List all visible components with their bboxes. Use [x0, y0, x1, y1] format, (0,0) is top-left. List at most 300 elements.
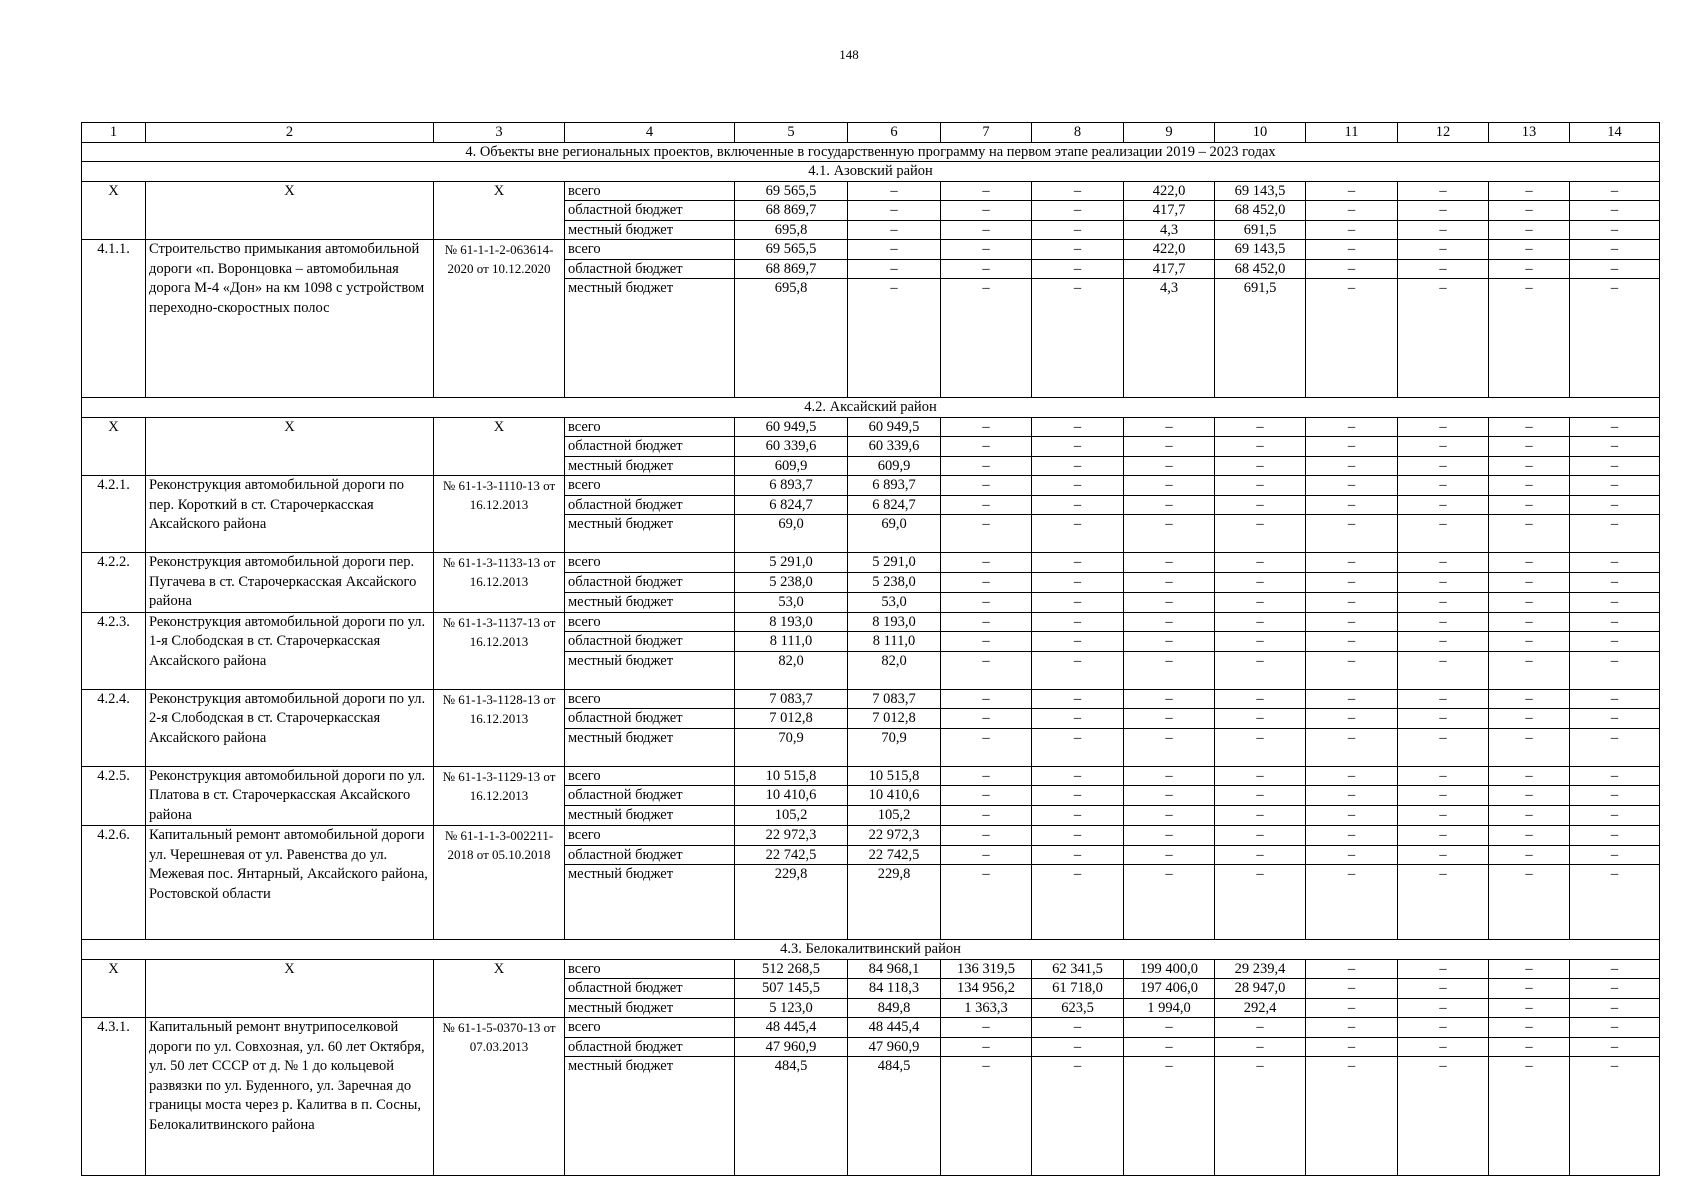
- value-cell: –: [1215, 612, 1306, 632]
- value-cell: –: [941, 786, 1032, 806]
- value-cell: –: [941, 845, 1032, 865]
- value-cell: –: [941, 181, 1032, 201]
- column-number-row: [82, 123, 1660, 143]
- value-cell: –: [1398, 865, 1489, 940]
- value-cell: –: [941, 651, 1032, 689]
- value-cell: –: [1570, 1057, 1660, 1176]
- value-cell: 84 968,1: [848, 959, 941, 979]
- value-cell: –: [1124, 632, 1215, 652]
- value-cell: –: [1570, 689, 1660, 709]
- value-cell: 484,5: [735, 1057, 848, 1176]
- value-cell: –: [1215, 495, 1306, 515]
- value-cell: 28 947,0: [1215, 979, 1306, 999]
- value-cell: –: [941, 201, 1032, 221]
- value-cell: 695,8: [735, 220, 848, 240]
- funding-source: местный бюджет: [565, 592, 735, 612]
- value-cell: –: [1215, 437, 1306, 457]
- value-cell: –: [1489, 417, 1570, 437]
- value-cell: –: [1398, 689, 1489, 709]
- value-cell: –: [941, 689, 1032, 709]
- funding-source: всего: [565, 612, 735, 632]
- funding-source: областной бюджет: [565, 979, 735, 999]
- value-cell: –: [1570, 417, 1660, 437]
- value-cell: –: [1215, 592, 1306, 612]
- value-cell: 22 972,3: [735, 826, 848, 846]
- object-name: Реконструкция автомобильной дороги по ул. 2-я Слободская в ст. Старочеркасская Аксайского района: [146, 689, 434, 766]
- value-cell: –: [1570, 826, 1660, 846]
- value-cell: 6 893,7: [735, 476, 848, 496]
- section-title: 4. Объекты вне региональных проектов, включенные в государственную программу на первом этапе реализации 2019 – 2023 годах: [82, 142, 1660, 162]
- object-number: 4.2.3.: [82, 612, 146, 689]
- value-cell: –: [1570, 979, 1660, 999]
- value-cell: –: [1570, 495, 1660, 515]
- value-cell: 62 341,5: [1032, 959, 1124, 979]
- value-cell: –: [1489, 1037, 1570, 1057]
- value-cell: –: [1032, 806, 1124, 826]
- column-number: 12: [1398, 123, 1489, 143]
- value-cell: –: [1032, 456, 1124, 476]
- value-cell: 69 143,5: [1215, 240, 1306, 260]
- value-cell: –: [1306, 826, 1398, 846]
- value-cell: 136 319,5: [941, 959, 1032, 979]
- summary-row: [82, 959, 1660, 979]
- object-document: № 61-1-1-3-002211-2018 от 05.10.2018: [434, 826, 565, 940]
- value-cell: 6 824,7: [735, 495, 848, 515]
- value-cell: –: [1306, 476, 1398, 496]
- value-cell: 1 994,0: [1124, 998, 1215, 1018]
- value-cell: –: [1306, 612, 1398, 632]
- value-cell: –: [1032, 240, 1124, 260]
- funding-source: всего: [565, 476, 735, 496]
- funding-source: областной бюджет: [565, 572, 735, 592]
- value-cell: –: [1489, 651, 1570, 689]
- value-cell: 69 565,5: [735, 240, 848, 260]
- value-cell: 22 972,3: [848, 826, 941, 846]
- value-cell: –: [1124, 612, 1215, 632]
- value-cell: –: [1032, 1018, 1124, 1038]
- value-cell: –: [1124, 766, 1215, 786]
- value-cell: –: [1032, 279, 1124, 398]
- value-cell: –: [941, 240, 1032, 260]
- value-cell: –: [1398, 826, 1489, 846]
- value-cell: –: [1398, 612, 1489, 632]
- value-cell: –: [1306, 959, 1398, 979]
- column-number: 13: [1489, 123, 1570, 143]
- value-cell: 69 565,5: [735, 181, 848, 201]
- value-cell: 417,7: [1124, 201, 1215, 221]
- value-cell: –: [941, 1037, 1032, 1057]
- funding-source: всего: [565, 240, 735, 260]
- value-cell: –: [941, 632, 1032, 652]
- value-cell: –: [1124, 1037, 1215, 1057]
- funding-source: областной бюджет: [565, 259, 735, 279]
- object-number: 4.2.6.: [82, 826, 146, 940]
- value-cell: –: [1215, 1018, 1306, 1038]
- district-title: 4.2. Аксайский район: [82, 398, 1660, 418]
- value-cell: –: [1032, 572, 1124, 592]
- object-row: [82, 689, 1660, 709]
- x-mark: X: [146, 959, 434, 1018]
- value-cell: 292,4: [1215, 998, 1306, 1018]
- object-number: 4.2.1.: [82, 476, 146, 553]
- value-cell: –: [1306, 1018, 1398, 1038]
- value-cell: 5 238,0: [848, 572, 941, 592]
- value-cell: –: [1124, 476, 1215, 496]
- value-cell: –: [1124, 845, 1215, 865]
- value-cell: –: [941, 220, 1032, 240]
- value-cell: 507 145,5: [735, 979, 848, 999]
- value-cell: –: [1570, 998, 1660, 1018]
- object-name: Реконструкция автомобильной дороги по ул. 1-я Слободская в ст. Старочеркасская Аксайского района: [146, 612, 434, 689]
- value-cell: –: [1570, 572, 1660, 592]
- value-cell: –: [1215, 865, 1306, 940]
- value-cell: –: [1570, 259, 1660, 279]
- funding-source: областной бюджет: [565, 1037, 735, 1057]
- value-cell: –: [1215, 476, 1306, 496]
- funding-source: областной бюджет: [565, 709, 735, 729]
- value-cell: –: [1489, 181, 1570, 201]
- value-cell: –: [1124, 786, 1215, 806]
- value-cell: –: [1215, 806, 1306, 826]
- value-cell: –: [1306, 592, 1398, 612]
- value-cell: 134 956,2: [941, 979, 1032, 999]
- summary-row: [82, 417, 1660, 437]
- value-cell: –: [1570, 515, 1660, 553]
- value-cell: –: [1398, 998, 1489, 1018]
- section-row: [82, 142, 1660, 162]
- value-cell: –: [1215, 515, 1306, 553]
- funding-source: всего: [565, 826, 735, 846]
- value-cell: –: [1570, 437, 1660, 457]
- value-cell: 48 445,4: [735, 1018, 848, 1038]
- column-number: 9: [1124, 123, 1215, 143]
- value-cell: 105,2: [735, 806, 848, 826]
- object-row: [82, 553, 1660, 573]
- value-cell: –: [1124, 553, 1215, 573]
- x-mark: X: [146, 181, 434, 240]
- value-cell: –: [941, 728, 1032, 766]
- district-row: [82, 162, 1660, 182]
- value-cell: –: [1570, 728, 1660, 766]
- column-number: 11: [1306, 123, 1398, 143]
- value-cell: 691,5: [1215, 279, 1306, 398]
- value-cell: –: [941, 612, 1032, 632]
- value-cell: –: [941, 417, 1032, 437]
- object-name: Реконструкция автомобильной дороги по ул. Платова в ст. Старочеркасская Аксайского района: [146, 766, 434, 826]
- value-cell: –: [1124, 456, 1215, 476]
- value-cell: 61 718,0: [1032, 979, 1124, 999]
- value-cell: –: [1124, 515, 1215, 553]
- value-cell: –: [1124, 1057, 1215, 1176]
- value-cell: 512 268,5: [735, 959, 848, 979]
- value-cell: 60 339,6: [848, 437, 941, 457]
- value-cell: 53,0: [848, 592, 941, 612]
- object-document: № 61-1-5-0370-13 от 07.03.2013: [434, 1018, 565, 1176]
- value-cell: –: [1489, 456, 1570, 476]
- value-cell: –: [1032, 259, 1124, 279]
- value-cell: –: [1398, 181, 1489, 201]
- value-cell: –: [941, 806, 1032, 826]
- value-cell: –: [1570, 632, 1660, 652]
- value-cell: –: [1215, 766, 1306, 786]
- value-cell: –: [1570, 1018, 1660, 1038]
- value-cell: 69,0: [848, 515, 941, 553]
- object-document: № 61-1-1-2-063614-2020 от 10.12.2020: [434, 240, 565, 398]
- value-cell: –: [1489, 220, 1570, 240]
- value-cell: 4,3: [1124, 279, 1215, 398]
- funding-source: местный бюджет: [565, 456, 735, 476]
- value-cell: –: [1124, 865, 1215, 940]
- funding-source: всего: [565, 1018, 735, 1038]
- value-cell: 7 012,8: [848, 709, 941, 729]
- value-cell: 849,8: [848, 998, 941, 1018]
- value-cell: –: [1489, 592, 1570, 612]
- value-cell: –: [1489, 572, 1570, 592]
- value-cell: –: [941, 553, 1032, 573]
- funding-source: местный бюджет: [565, 515, 735, 553]
- value-cell: –: [1215, 572, 1306, 592]
- value-cell: –: [1215, 728, 1306, 766]
- value-cell: –: [1306, 709, 1398, 729]
- object-document: № 61-1-3-1110-13 от 16.12.2013: [434, 476, 565, 553]
- value-cell: –: [1489, 259, 1570, 279]
- value-cell: –: [848, 181, 941, 201]
- value-cell: 22 742,5: [848, 845, 941, 865]
- funding-source: областной бюджет: [565, 495, 735, 515]
- x-mark: X: [82, 417, 146, 476]
- value-cell: –: [1398, 259, 1489, 279]
- value-cell: –: [1570, 592, 1660, 612]
- column-number: 1: [82, 123, 146, 143]
- value-cell: –: [1032, 515, 1124, 553]
- value-cell: –: [1398, 1057, 1489, 1176]
- value-cell: 82,0: [735, 651, 848, 689]
- value-cell: –: [941, 1057, 1032, 1176]
- value-cell: –: [1306, 651, 1398, 689]
- value-cell: –: [1489, 495, 1570, 515]
- value-cell: –: [1215, 786, 1306, 806]
- value-cell: –: [1398, 979, 1489, 999]
- value-cell: 5 123,0: [735, 998, 848, 1018]
- value-cell: –: [1306, 417, 1398, 437]
- value-cell: –: [1489, 1018, 1570, 1038]
- value-cell: –: [1489, 632, 1570, 652]
- value-cell: –: [941, 515, 1032, 553]
- value-cell: –: [1306, 515, 1398, 553]
- value-cell: –: [1124, 417, 1215, 437]
- value-cell: –: [941, 279, 1032, 398]
- x-mark: X: [434, 417, 565, 476]
- value-cell: –: [1489, 201, 1570, 221]
- value-cell: 29 239,4: [1215, 959, 1306, 979]
- object-document: № 61-1-3-1129-13 от 16.12.2013: [434, 766, 565, 826]
- value-cell: –: [1306, 553, 1398, 573]
- value-cell: –: [1489, 476, 1570, 496]
- page-number: 148: [839, 47, 859, 62]
- value-cell: 10 515,8: [735, 766, 848, 786]
- value-cell: –: [848, 220, 941, 240]
- value-cell: –: [1489, 1057, 1570, 1176]
- value-cell: –: [1489, 959, 1570, 979]
- value-cell: –: [1489, 806, 1570, 826]
- funding-source: местный бюджет: [565, 1057, 735, 1176]
- funding-source: всего: [565, 959, 735, 979]
- value-cell: –: [1398, 515, 1489, 553]
- column-number: 7: [941, 123, 1032, 143]
- value-cell: –: [1489, 979, 1570, 999]
- value-cell: 68 452,0: [1215, 201, 1306, 221]
- value-cell: –: [1570, 845, 1660, 865]
- value-cell: –: [1489, 515, 1570, 553]
- value-cell: –: [1306, 220, 1398, 240]
- value-cell: –: [1124, 651, 1215, 689]
- value-cell: 623,5: [1032, 998, 1124, 1018]
- value-cell: –: [1570, 651, 1660, 689]
- value-cell: 197 406,0: [1124, 979, 1215, 999]
- column-number: 4: [565, 123, 735, 143]
- value-cell: 4,3: [1124, 220, 1215, 240]
- value-cell: –: [1570, 553, 1660, 573]
- object-row: [82, 476, 1660, 496]
- value-cell: –: [1306, 979, 1398, 999]
- value-cell: –: [1570, 1037, 1660, 1057]
- value-cell: –: [1124, 592, 1215, 612]
- value-cell: –: [1489, 612, 1570, 632]
- value-cell: –: [1398, 456, 1489, 476]
- value-cell: –: [1306, 998, 1398, 1018]
- value-cell: 10 410,6: [735, 786, 848, 806]
- value-cell: –: [1570, 240, 1660, 260]
- value-cell: –: [1306, 689, 1398, 709]
- value-cell: 8 193,0: [848, 612, 941, 632]
- value-cell: –: [1306, 806, 1398, 826]
- value-cell: 7 012,8: [735, 709, 848, 729]
- value-cell: –: [1032, 709, 1124, 729]
- value-cell: –: [1032, 728, 1124, 766]
- value-cell: –: [1215, 845, 1306, 865]
- value-cell: –: [1032, 651, 1124, 689]
- value-cell: –: [1124, 495, 1215, 515]
- column-number: 8: [1032, 123, 1124, 143]
- value-cell: –: [1032, 417, 1124, 437]
- value-cell: 199 400,0: [1124, 959, 1215, 979]
- object-number: 4.2.2.: [82, 553, 146, 613]
- value-cell: 70,9: [848, 728, 941, 766]
- funding-source: областной бюджет: [565, 201, 735, 221]
- value-cell: –: [1215, 456, 1306, 476]
- object-row: [82, 1018, 1660, 1038]
- value-cell: –: [1398, 553, 1489, 573]
- value-cell: –: [848, 201, 941, 221]
- object-document: № 61-1-3-1128-13 от 16.12.2013: [434, 689, 565, 766]
- value-cell: –: [1570, 959, 1660, 979]
- value-cell: –: [1032, 437, 1124, 457]
- value-cell: –: [1306, 865, 1398, 940]
- value-cell: 8 193,0: [735, 612, 848, 632]
- object-name: Строительство примыкания автомобильной дороги «п. Воронцовка – автомобильная дорога М-4 «Дон» на км 1098 с устройством переходно-скоростных полос: [146, 240, 434, 398]
- value-cell: –: [1398, 1018, 1489, 1038]
- value-cell: –: [1398, 279, 1489, 398]
- district-row: [82, 940, 1660, 960]
- value-cell: –: [941, 592, 1032, 612]
- value-cell: –: [1032, 592, 1124, 612]
- value-cell: –: [941, 572, 1032, 592]
- object-number: 4.1.1.: [82, 240, 146, 398]
- value-cell: 691,5: [1215, 220, 1306, 240]
- value-cell: –: [1570, 476, 1660, 496]
- object-number: 4.3.1.: [82, 1018, 146, 1176]
- value-cell: –: [1398, 572, 1489, 592]
- value-cell: –: [1398, 632, 1489, 652]
- value-cell: –: [1032, 632, 1124, 652]
- value-cell: –: [1215, 826, 1306, 846]
- object-document: № 61-1-3-1137-13 от 16.12.2013: [434, 612, 565, 689]
- value-cell: –: [1306, 572, 1398, 592]
- value-cell: 7 083,7: [848, 689, 941, 709]
- funding-source: всего: [565, 417, 735, 437]
- column-number: 5: [735, 123, 848, 143]
- funding-source: местный бюджет: [565, 728, 735, 766]
- value-cell: –: [1570, 806, 1660, 826]
- value-cell: –: [1489, 786, 1570, 806]
- value-cell: –: [1124, 709, 1215, 729]
- funding-source: всего: [565, 553, 735, 573]
- district-title: 4.3. Белокалитвинский район: [82, 940, 1660, 960]
- value-cell: 70,9: [735, 728, 848, 766]
- value-cell: –: [1570, 220, 1660, 240]
- value-cell: 60 949,5: [735, 417, 848, 437]
- x-mark: X: [434, 181, 565, 240]
- value-cell: –: [1398, 417, 1489, 437]
- value-cell: –: [1489, 553, 1570, 573]
- object-name: Капитальный ремонт внутрипоселковой дороги по ул. Совхозная, ул. 60 лет Октября, ул. 50 лет СССР от д. № 1 до кольцевой развязки по ул. Буденного, ул. Заречная до границы моста через р. Калитва в п. Сосны, Белокалитвинского района: [146, 1018, 434, 1176]
- value-cell: 229,8: [735, 865, 848, 940]
- value-cell: –: [1570, 279, 1660, 398]
- funding-source: областной бюджет: [565, 632, 735, 652]
- value-cell: –: [941, 437, 1032, 457]
- value-cell: –: [1398, 476, 1489, 496]
- value-cell: 60 339,6: [735, 437, 848, 457]
- value-cell: –: [1489, 998, 1570, 1018]
- value-cell: –: [1032, 826, 1124, 846]
- value-cell: 6 893,7: [848, 476, 941, 496]
- value-cell: 68 452,0: [1215, 259, 1306, 279]
- value-cell: –: [1398, 220, 1489, 240]
- value-cell: 8 111,0: [848, 632, 941, 652]
- value-cell: –: [1489, 689, 1570, 709]
- value-cell: –: [941, 456, 1032, 476]
- value-cell: –: [1032, 865, 1124, 940]
- value-cell: –: [1032, 476, 1124, 496]
- column-number: 14: [1570, 123, 1660, 143]
- value-cell: –: [1032, 845, 1124, 865]
- value-cell: 417,7: [1124, 259, 1215, 279]
- value-cell: –: [1306, 632, 1398, 652]
- district-row: [82, 398, 1660, 418]
- value-cell: –: [1032, 220, 1124, 240]
- value-cell: –: [1124, 437, 1215, 457]
- object-row: [82, 826, 1660, 846]
- value-cell: 609,9: [735, 456, 848, 476]
- value-cell: –: [1124, 689, 1215, 709]
- value-cell: 6 824,7: [848, 495, 941, 515]
- value-cell: 422,0: [1124, 181, 1215, 201]
- value-cell: –: [1306, 279, 1398, 398]
- summary-row: [82, 181, 1660, 201]
- value-cell: –: [1570, 181, 1660, 201]
- value-cell: 695,8: [735, 279, 848, 398]
- value-cell: 229,8: [848, 865, 941, 940]
